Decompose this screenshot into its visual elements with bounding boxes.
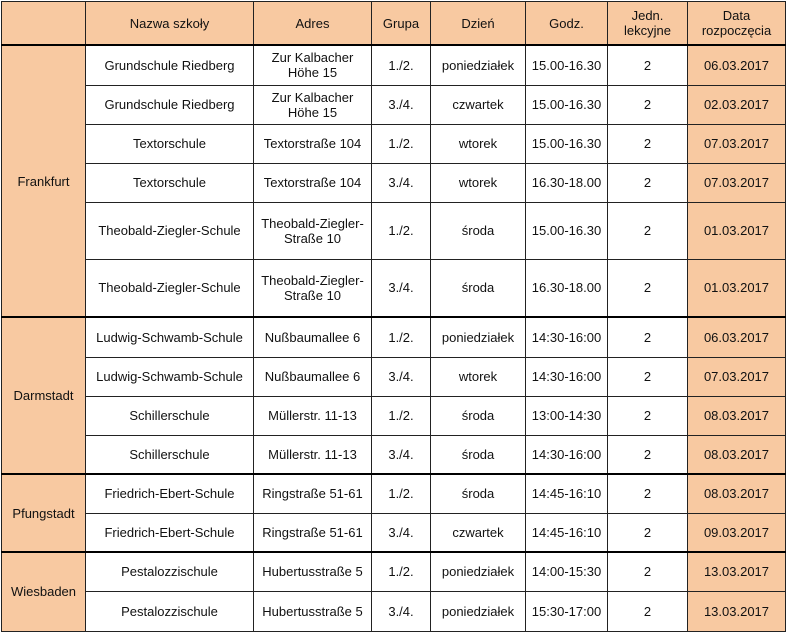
time-cell: 15.00-16.30 (526, 202, 608, 259)
day-cell: poniedziałek (431, 591, 526, 631)
lesson-units-cell: 2 (608, 357, 688, 396)
table-row (2, 474, 786, 513)
address-cell: Theobald-Ziegler-Straße 10 (254, 259, 372, 317)
group-cell: 3./4. (372, 435, 431, 474)
time-cell: 13:00-14:30 (526, 396, 608, 435)
lesson-units-cell: 2 (608, 474, 688, 513)
table-row (2, 317, 786, 357)
city-cell: Darmstadt (2, 317, 86, 474)
day-cell: środa (431, 202, 526, 259)
day-cell: środa (431, 259, 526, 317)
lesson-units-cell: 2 (608, 124, 688, 163)
address-cell: Nußbaumallee 6 (254, 317, 372, 357)
header-time: Godz. (526, 2, 608, 46)
address-cell: Theobald-Ziegler-Straße 10 (254, 202, 372, 259)
lesson-units-cell: 2 (608, 513, 688, 552)
group-cell: 1./2. (372, 474, 431, 513)
time-cell: 15.00-16.30 (526, 85, 608, 124)
school-name-cell: Pestalozzischule (86, 591, 254, 631)
school-name-cell: Theobald-Ziegler-Schule (86, 259, 254, 317)
group-cell: 3./4. (372, 357, 431, 396)
table-row (2, 163, 786, 202)
address-cell: Müllerstr. 11-13 (254, 435, 372, 474)
address-cell: Ringstraße 51-61 (254, 513, 372, 552)
start-date-cell: 08.03.2017 (688, 396, 786, 435)
group-cell: 3./4. (372, 259, 431, 317)
lesson-units-cell: 2 (608, 435, 688, 474)
time-cell: 15:30-17:00 (526, 591, 608, 631)
group-cell: 1./2. (372, 202, 431, 259)
address-cell: Hubertusstraße 5 (254, 591, 372, 631)
group-cell: 3./4. (372, 513, 431, 552)
start-date-cell: 01.03.2017 (688, 202, 786, 259)
start-date-cell: 13.03.2017 (688, 552, 786, 591)
city-cell: Pfungstadt (2, 474, 86, 552)
school-schedule-table (1, 1, 786, 632)
time-cell: 14:45-16:10 (526, 474, 608, 513)
day-cell: środa (431, 435, 526, 474)
start-date-cell: 07.03.2017 (688, 357, 786, 396)
table-row (2, 124, 786, 163)
day-cell: środa (431, 396, 526, 435)
school-name-cell: Textorschule (86, 163, 254, 202)
time-cell: 14:30-16:00 (526, 357, 608, 396)
start-date-cell: 02.03.2017 (688, 85, 786, 124)
lesson-units-cell: 2 (608, 163, 688, 202)
time-cell: 16.30-18.00 (526, 259, 608, 317)
address-cell: Nußbaumallee 6 (254, 357, 372, 396)
city-cell: Wiesbaden (2, 552, 86, 631)
lesson-units-cell: 2 (608, 202, 688, 259)
day-cell: poniedziałek (431, 552, 526, 591)
table-body (2, 45, 786, 631)
school-name-cell: Theobald-Ziegler-Schule (86, 202, 254, 259)
day-cell: wtorek (431, 357, 526, 396)
school-name-cell: Schillerschule (86, 396, 254, 435)
header-start-date: Data rozpoczęcia (688, 2, 786, 46)
table-row (2, 45, 786, 85)
time-cell: 14:00-15:30 (526, 552, 608, 591)
table-row (2, 85, 786, 124)
day-cell: poniedziałek (431, 317, 526, 357)
school-name-cell: Textorschule (86, 124, 254, 163)
time-cell: 15.00-16.30 (526, 45, 608, 85)
group-cell: 1./2. (372, 124, 431, 163)
table-row (2, 435, 786, 474)
address-cell: Ringstraße 51-61 (254, 474, 372, 513)
address-cell: Textorstraße 104 (254, 163, 372, 202)
day-cell: środa (431, 474, 526, 513)
lesson-units-cell: 2 (608, 396, 688, 435)
day-cell: czwartek (431, 85, 526, 124)
group-cell: 1./2. (372, 317, 431, 357)
school-name-cell: Grundschule Riedberg (86, 45, 254, 85)
header-address: Adres (254, 2, 372, 46)
lesson-units-cell: 2 (608, 85, 688, 124)
city-cell: Frankfurt (2, 45, 86, 317)
day-cell: wtorek (431, 163, 526, 202)
start-date-cell: 13.03.2017 (688, 591, 786, 631)
start-date-cell: 06.03.2017 (688, 45, 786, 85)
header-school-name: Nazwa szkoły (86, 2, 254, 46)
school-name-cell: Grundschule Riedberg (86, 85, 254, 124)
table-row (2, 259, 786, 317)
table-row (2, 591, 786, 631)
table-row (2, 357, 786, 396)
address-cell: Textorstraße 104 (254, 124, 372, 163)
table-row (2, 513, 786, 552)
address-cell: Zur Kalbacher Höhe 15 (254, 85, 372, 124)
header-group: Grupa (372, 2, 431, 46)
table-row (2, 396, 786, 435)
address-cell: Müllerstr. 11-13 (254, 396, 372, 435)
time-cell: 14:45-16:10 (526, 513, 608, 552)
school-name-cell: Pestalozzischule (86, 552, 254, 591)
header-row (2, 2, 786, 46)
day-cell: wtorek (431, 124, 526, 163)
time-cell: 14:30-16:00 (526, 435, 608, 474)
day-cell: czwartek (431, 513, 526, 552)
lesson-units-cell: 2 (608, 45, 688, 85)
address-cell: Zur Kalbacher Höhe 15 (254, 45, 372, 85)
table-row (2, 202, 786, 259)
time-cell: 16.30-18.00 (526, 163, 608, 202)
group-cell: 1./2. (372, 45, 431, 85)
start-date-cell: 09.03.2017 (688, 513, 786, 552)
school-name-cell: Friedrich-Ebert-Schule (86, 474, 254, 513)
start-date-cell: 07.03.2017 (688, 163, 786, 202)
header-lesson-units: Jedn. lekcyjne (608, 2, 688, 46)
time-cell: 14:30-16:00 (526, 317, 608, 357)
lesson-units-cell: 2 (608, 552, 688, 591)
school-name-cell: Ludwig-Schwamb-Schule (86, 317, 254, 357)
start-date-cell: 08.03.2017 (688, 474, 786, 513)
lesson-units-cell: 2 (608, 317, 688, 357)
table-row (2, 552, 786, 591)
time-cell: 15.00-16.30 (526, 124, 608, 163)
header-city (2, 2, 86, 46)
start-date-cell: 06.03.2017 (688, 317, 786, 357)
school-name-cell: Friedrich-Ebert-Schule (86, 513, 254, 552)
group-cell: 1./2. (372, 396, 431, 435)
lesson-units-cell: 2 (608, 259, 688, 317)
address-cell: Hubertusstraße 5 (254, 552, 372, 591)
group-cell: 3./4. (372, 163, 431, 202)
group-cell: 3./4. (372, 85, 431, 124)
school-name-cell: Ludwig-Schwamb-Schule (86, 357, 254, 396)
group-cell: 3./4. (372, 591, 431, 631)
start-date-cell: 01.03.2017 (688, 259, 786, 317)
header-day: Dzień (431, 2, 526, 46)
day-cell: poniedziałek (431, 45, 526, 85)
start-date-cell: 08.03.2017 (688, 435, 786, 474)
school-name-cell: Schillerschule (86, 435, 254, 474)
group-cell: 1./2. (372, 552, 431, 591)
start-date-cell: 07.03.2017 (688, 124, 786, 163)
lesson-units-cell: 2 (608, 591, 688, 631)
